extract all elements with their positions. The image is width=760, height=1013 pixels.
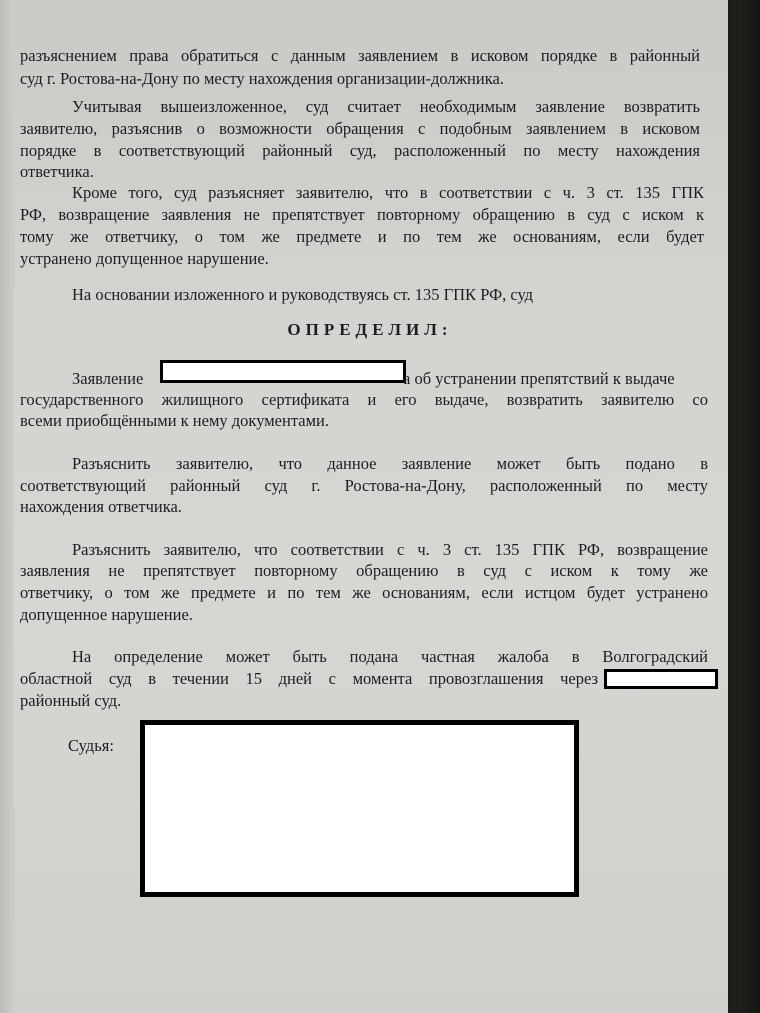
text-line: всеми приобщёнными к нему документами. [20, 411, 329, 430]
text-line: а об устранении препятствий к выдаче [403, 369, 675, 388]
judge-label: Судья: [68, 736, 114, 755]
text-line: Разъяснить заявителю, что данное заявление может быть подано в [72, 454, 708, 473]
redaction-box-signature [140, 720, 579, 897]
text-line: Заявление [72, 369, 144, 388]
text-line: суд г. Ростова-на-Дону по месту нахождения организации-должника. [20, 69, 504, 88]
text-line: Учитывая вышеизложенное, суд считает необходимым заявление возвратить [72, 97, 700, 116]
redaction-box-applicant [160, 360, 406, 383]
text-line: областной суд в течении 15 дней с момента провозглашения через [20, 669, 598, 688]
text-line: ответчика. [20, 162, 94, 181]
text-line: На основании изложенного и руководствуясь ст. 135 ГПК РФ, суд [72, 285, 534, 304]
text-line: порядке в соответствующий районный суд, расположенный по месту нахождения [20, 141, 700, 160]
text-line: Кроме того, суд разъясняет заявителю, что в соответствии с ч. 3 ст. 135 ГПК [72, 183, 704, 202]
text-line: На определение может быть подана частная жалоба в Волгоградский [72, 647, 708, 666]
text-line: РФ, возвращение заявления не препятствует повторному обращению в суд с иском к [20, 205, 704, 224]
text-line: разъяснением права обратиться с данным заявлением в исковом порядке в районный [20, 46, 700, 65]
text-line: Разъяснить заявителю, что соответствии с ч. 3 ст. 135 ГПК РФ, возвращение [72, 540, 708, 559]
text-line: заявления не препятствует повторному обращению в суд с иском к тому же [20, 561, 708, 580]
text-line: заявителю, разъяснив о возможности обращения с подобным заявлением в исковом [20, 119, 700, 138]
text-line: тому же ответчику, о том же предмете и по тем же основаниям, если будет [20, 227, 704, 246]
text-line: соответствующий районный суд г. Ростова-на-Дону, расположенный по месту [20, 476, 708, 495]
text-line: государственного жилищного сертификата и его выдаче, возвратить заявителю со [20, 390, 708, 409]
text-line: нахождения ответчика. [20, 497, 182, 516]
text-line: устранено допущенное нарушение. [20, 249, 269, 268]
text-line: районный суд. [20, 691, 122, 710]
text-line: допущенное нарушение. [20, 605, 193, 624]
ruling-heading: ОПРЕДЕЛИЛ: [287, 320, 453, 339]
page-fold-shadow [0, 0, 14, 1013]
text-line: ответчику, о том же предмете и по тем же основаниям, если истцом будет устранено [20, 583, 708, 602]
redaction-box-court [604, 669, 718, 689]
